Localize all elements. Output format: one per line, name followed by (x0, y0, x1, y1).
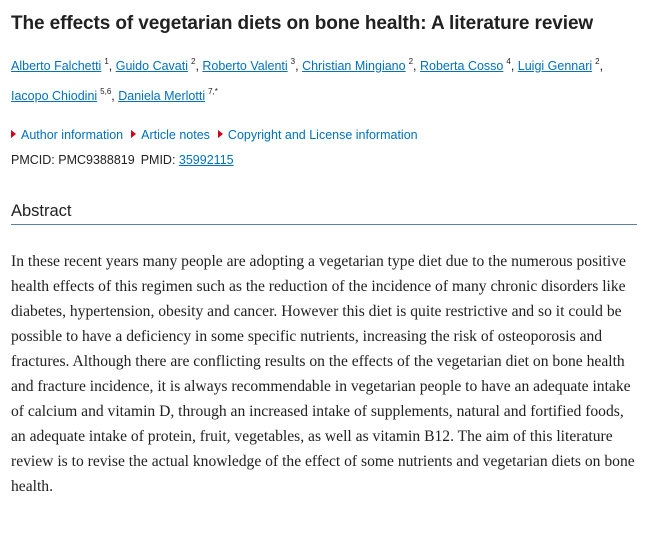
affiliation-number: 5,6 (100, 87, 112, 96)
author-separator: , (195, 59, 203, 73)
author-entry (118, 89, 218, 103)
author-entry (11, 59, 116, 73)
affiliation-number: 2 (191, 57, 196, 66)
author-entry (420, 59, 518, 73)
author-separator: , (413, 59, 420, 73)
author-entry (302, 59, 420, 73)
author-separator: , (510, 59, 518, 73)
author-link[interactable]: Christian Mingiano (302, 59, 406, 73)
article-title: The effects of vegetarian diets on bone health: A literature review (11, 13, 594, 34)
author-link[interactable]: Luigi Gennari (517, 59, 593, 73)
author-link[interactable]: Iacopo Chiodini (11, 89, 98, 103)
article-info-toggles (11, 125, 637, 145)
toggle-copyright-license[interactable] (218, 125, 418, 145)
pmcid-label: PMCID: (11, 153, 55, 167)
author-link[interactable]: Alberto Falchetti (11, 59, 102, 73)
author-entry (202, 59, 302, 73)
toggle-label: Copyright and License information (227, 128, 418, 142)
abstract-text: In these recent years many people are adopting a vegetarian type diet due to the numerous positive health effects of this regimen such as the reduction of the incidence of many chronic disorders like diabetes, hypertension, obesity and cancer. However this diet is quite restrictive and so it could be possible to have a deficiency in some specific nutrients, increasing the risk of osteoporosis and fractures. Although there are conflicting results on the effects of the vegetarian diet on bone health and fracture incidence, it is always recommendable in vegetarian people to have an adequate intake of calcium and vitamin D, through an increased intake of supplements, natural and fortified foods, an adequate intake of protein, fruit, vegetables, as well as vitamin B12. The aim of this literature review is to revise the actual knowledge of the effect of some nutrients and vegetarian diets on bone health. (11, 253, 635, 495)
article-ids (11, 150, 637, 170)
caret-right-icon (131, 130, 136, 138)
author-list (11, 49, 637, 109)
affiliation-number: 2 (595, 57, 600, 66)
author-separator: , (111, 89, 119, 103)
abstract-heading: Abstract (11, 200, 637, 225)
affiliation-number: 7,* (208, 87, 218, 96)
author-link[interactable]: Daniela Merlotti (118, 89, 206, 103)
author-separator: , (599, 59, 604, 73)
affiliation-number: 2 (408, 57, 414, 66)
pmid-link[interactable]: 35992115 (178, 153, 234, 167)
affiliation-number: 4 (506, 57, 511, 66)
pmid-label: PMID: (140, 153, 176, 167)
author-entry (518, 59, 603, 73)
author-separator: , (108, 59, 116, 73)
toggle-label: Article notes (141, 128, 210, 142)
caret-right-icon (11, 130, 16, 138)
author-link[interactable]: Roberto Valenti (202, 59, 288, 73)
toggle-article-notes[interactable] (131, 125, 210, 145)
caret-right-icon (218, 130, 223, 138)
author-entry (116, 59, 203, 73)
affiliation-number: 1 (104, 57, 109, 66)
pmcid-value: PMC9388819 (58, 153, 135, 167)
affiliation-number: 3 (290, 57, 296, 66)
author-link[interactable]: Guido Cavati (115, 59, 188, 73)
author-separator: , (295, 59, 303, 73)
toggle-author-information[interactable] (11, 125, 123, 145)
author-entry (11, 89, 118, 103)
author-link[interactable]: Roberta Cosso (420, 59, 504, 73)
toggle-label: Author information (21, 128, 124, 142)
